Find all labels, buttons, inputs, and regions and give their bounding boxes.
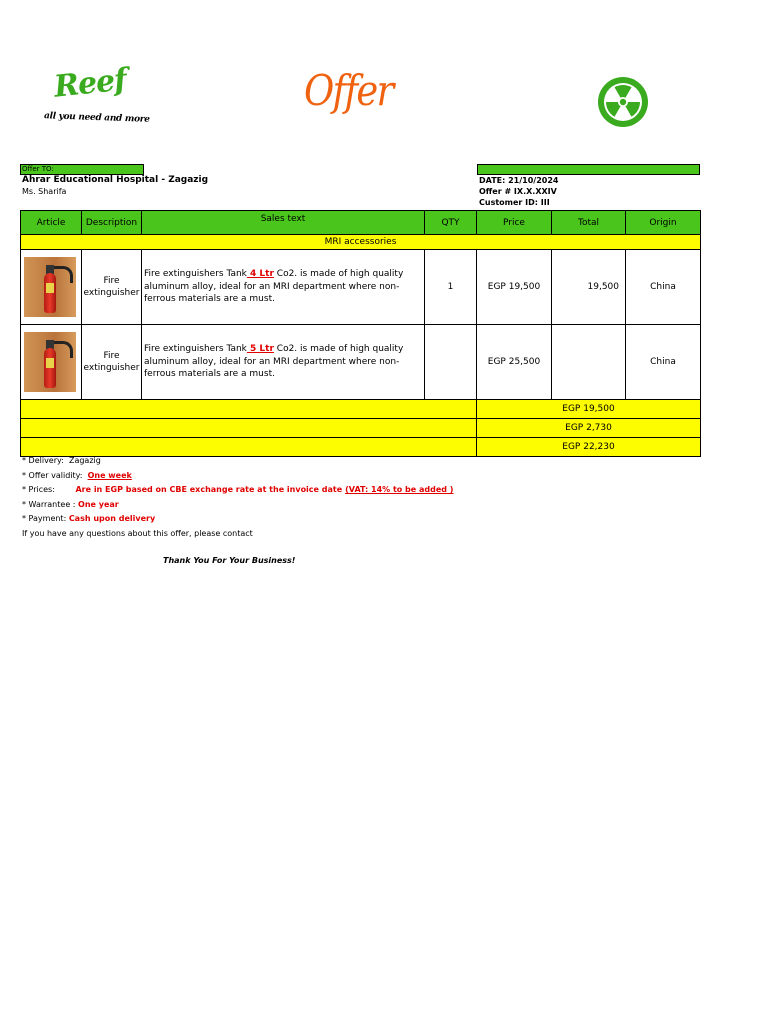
offer-to-bar [20, 164, 144, 175]
offer-number: Offer # IX.X.XXIV [479, 187, 557, 196]
item-total [552, 325, 626, 400]
offer-to-label: Offer TO: [22, 165, 54, 173]
header-description: Description [82, 211, 142, 235]
thank-you-message: Thank You For Your Business! [163, 556, 296, 565]
fire-extinguisher-photo [24, 332, 76, 392]
note-questions: If you have any questions about this offer, please contact [22, 528, 253, 538]
item-description: Fire extinguisher [82, 325, 142, 400]
subtotal-value: EGP 19,500 [477, 400, 701, 419]
article-image-cell [21, 250, 82, 325]
item-total: 19,500 [552, 250, 626, 325]
header-sales-text: Sales text [142, 211, 425, 235]
offer-table [20, 210, 701, 457]
grand-total-value: EGP 22,230 [477, 438, 701, 457]
summary-spacer [21, 419, 477, 438]
header-total: Total [552, 211, 626, 235]
item-price: EGP 19,500 [477, 250, 552, 325]
radiation-icon [597, 76, 649, 128]
note-delivery: * Delivery: Zagazig [22, 456, 101, 465]
item-sales-text: Fire extinguishers Tank 5 Ltr Co2. is made of high quality aluminum alloy, ideal for an MRI department where non-ferrous materials are a must. [142, 325, 425, 400]
header-qty: QTY [425, 211, 477, 235]
table-row [21, 325, 701, 400]
terms-notes [22, 454, 453, 541]
item-size: 4 Ltr [246, 269, 274, 280]
summary-spacer [21, 400, 477, 419]
vat-value: EGP 2,730 [477, 419, 701, 438]
vat-row [21, 419, 701, 438]
note-prices: * Prices: Are in EGP based on CBE exchange rate at the invoice date (VAT: 14% to be added ) [22, 485, 454, 494]
table-header-row [21, 211, 701, 235]
meta-bar [477, 164, 700, 175]
customer-org: Ahrar Educational Hospital - Zagazig [22, 175, 209, 185]
item-sales-text: Fire extinguishers Tank 4 Ltr Co2. is made of high quality aluminum alloy, ideal for an MRI department where non-ferrous materials are a must. [142, 250, 425, 325]
item-origin: China [626, 250, 701, 325]
header-origin: Origin [626, 211, 701, 235]
category-label: MRI accessories [21, 235, 701, 250]
header-price: Price [477, 211, 552, 235]
brand-tagline: all you need and more [43, 111, 150, 125]
subtotal-row [21, 400, 701, 419]
item-price: EGP 25,500 [477, 325, 552, 400]
document-title: Offer [304, 66, 393, 115]
note-payment: * Payment: Cash upon delivery [22, 514, 156, 523]
note-validity: * Offer validity: One week [22, 470, 132, 480]
article-image-cell [21, 325, 82, 400]
customer-id: Customer ID: III [479, 198, 550, 207]
note-warrantee: * Warrantee : One year [22, 499, 119, 509]
brand-logo: Reef [52, 62, 128, 105]
offer-date: DATE: 21/10/2024 [479, 176, 559, 185]
item-origin: China [626, 325, 701, 400]
item-qty: 1 [425, 250, 477, 325]
item-description: Fire extinguisher [82, 250, 142, 325]
category-row [21, 235, 701, 250]
customer-contact: Ms. Sharifa [22, 187, 67, 196]
table-row [21, 250, 701, 325]
header-article: Article [21, 211, 82, 235]
fire-extinguisher-photo [24, 257, 76, 317]
item-qty [425, 325, 477, 400]
item-size: 5 Ltr [246, 344, 274, 355]
